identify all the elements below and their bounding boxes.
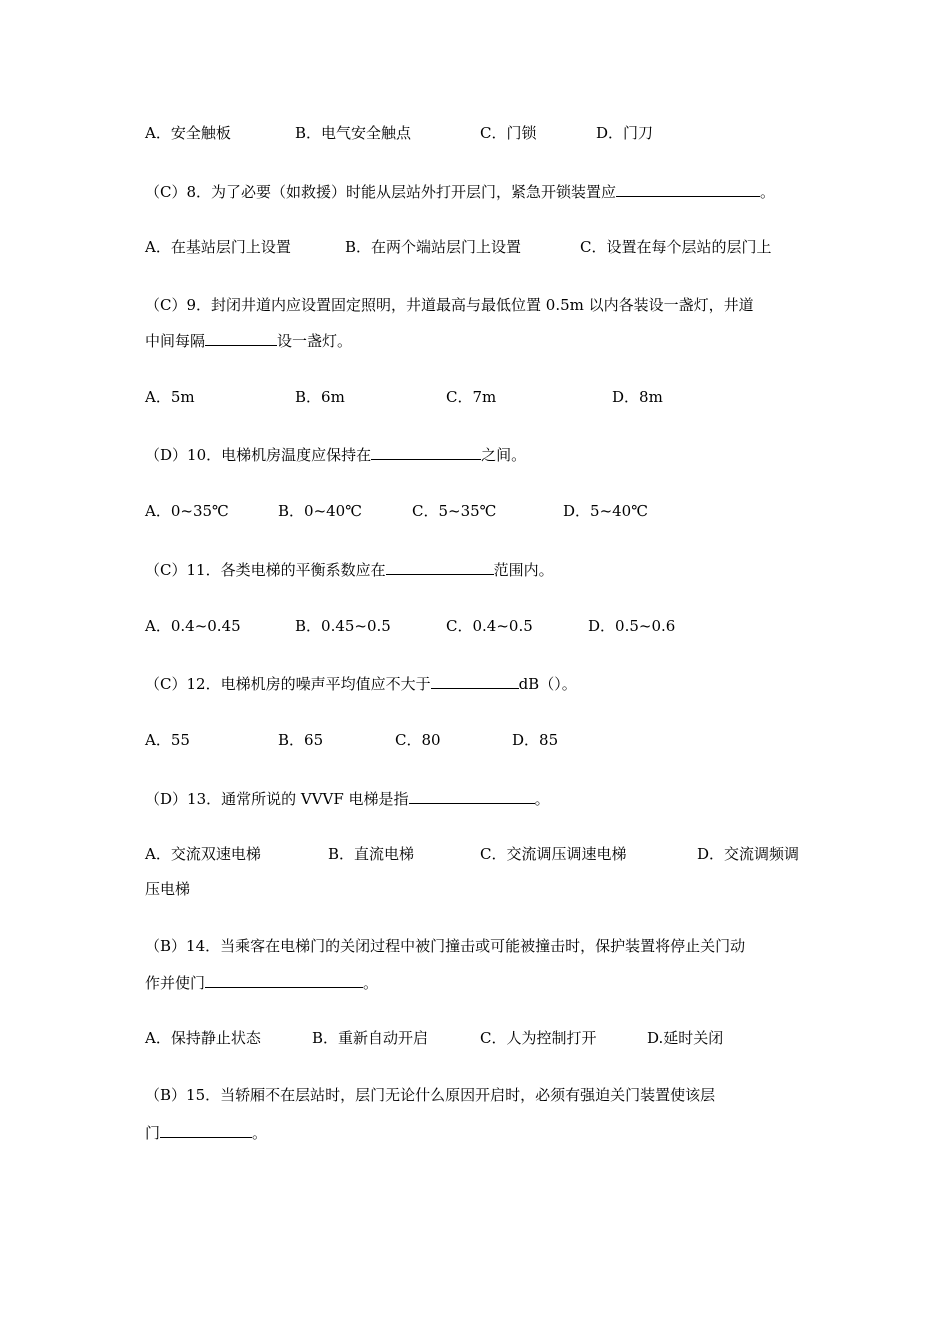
stem-text: （C）8．为了必要（如救援）时能从层站外打开层门，紧急开锁装置应 xyxy=(145,183,617,201)
option-a: A．55 xyxy=(145,731,190,749)
option-c: C．人为控制打开 xyxy=(480,1029,597,1047)
option-c: C．设置在每个层站的层门上 xyxy=(580,238,772,256)
stem-end: 设一盏灯。 xyxy=(277,332,353,350)
option-c: C．门锁 xyxy=(480,124,537,142)
stem-text: 中间每隔 xyxy=(145,332,206,350)
option-b: B．重新自动开启 xyxy=(312,1029,429,1047)
question-8-stem xyxy=(145,181,775,202)
option-a: A．交流双速电梯 xyxy=(145,845,261,863)
option-a: A．保持静止状态 xyxy=(145,1029,261,1047)
option-a: A．0~35℃ xyxy=(145,502,229,520)
option-c: C．80 xyxy=(395,731,441,749)
question-14-stem-line-1: （B）14．当乘客在电梯门的关闭过程中被门撞击或可能被撞击时，保护装置将停止关门动 xyxy=(145,937,746,955)
option-c: C．5~35℃ xyxy=(412,502,497,520)
question-14-stem-line-2 xyxy=(145,972,378,993)
option-d: D．0.5~0.6 xyxy=(588,617,676,635)
stem-end: 。 xyxy=(534,790,550,808)
option-d: D．交流调频调 xyxy=(697,845,800,863)
question-15-stem-line-2 xyxy=(145,1122,267,1143)
option-d: D．85 xyxy=(512,731,559,749)
option-a: A．安全触板 xyxy=(145,124,231,142)
option-a: A．在基站层门上设置 xyxy=(145,238,291,256)
option-b: B．0~40℃ xyxy=(278,502,363,520)
option-b: B．在两个端站层门上设置 xyxy=(345,238,522,256)
stem-text: （C）12．电梯机房的噪声平均值应不大于 xyxy=(145,675,431,693)
option-a: A．0.4~0.45 xyxy=(145,617,241,635)
option-b: B．6m xyxy=(295,388,345,406)
option-c: C．交流调压调速电梯 xyxy=(480,845,627,863)
stem-end: 。 xyxy=(363,974,379,992)
stem-end: 范围内。 xyxy=(493,561,554,579)
question-10-stem xyxy=(145,444,526,465)
question-13-stem xyxy=(145,788,550,809)
stem-end: dB（）。 xyxy=(518,675,577,693)
option-d: D.延时关闭 xyxy=(647,1029,724,1047)
question-9-stem-line-1: （C）9．封闭井道内应设置固定照明，井道最高与最低位置 0.5m 以内各装设一盏灯，井道 xyxy=(145,296,754,314)
answer-blank xyxy=(160,1122,252,1138)
option-d-continued: 压电梯 xyxy=(145,880,191,898)
option-d: D．门刀 xyxy=(596,124,654,142)
answer-blank xyxy=(386,559,494,575)
stem-end: 。 xyxy=(760,183,776,201)
option-c: C．0.4~0.5 xyxy=(446,617,533,635)
stem-text: 作并使门 xyxy=(145,974,206,992)
question-9-stem-line-2 xyxy=(145,330,352,351)
question-11-stem xyxy=(145,559,554,580)
answer-blank xyxy=(431,673,519,689)
stem-end: 。 xyxy=(252,1124,268,1142)
option-d: D．5~40℃ xyxy=(563,502,649,520)
option-d: D．8m xyxy=(612,388,663,406)
option-b: B．直流电梯 xyxy=(328,845,415,863)
question-15-stem-line-1: （B）15．当轿厢不在层站时，层门无论什么原因开启时，必须有强迫关门装置使该层 xyxy=(145,1086,716,1104)
stem-text: （C）11．各类电梯的平衡系数应在 xyxy=(145,561,386,579)
answer-blank xyxy=(371,444,481,460)
answer-blank xyxy=(616,181,760,197)
stem-text: 门 xyxy=(145,1124,161,1142)
stem-text: （D）13．通常所说的 VVVF 电梯是指 xyxy=(145,790,409,808)
stem-text: （D）10．电梯机房温度应保持在 xyxy=(145,446,372,464)
answer-blank xyxy=(205,330,277,346)
answer-blank xyxy=(409,788,535,804)
answer-blank xyxy=(205,972,363,988)
option-b: B．0.45~0.5 xyxy=(295,617,391,635)
option-b: B．65 xyxy=(278,731,324,749)
stem-end: 之间。 xyxy=(481,446,527,464)
option-c: C．7m xyxy=(446,388,497,406)
option-a: A．5m xyxy=(145,388,195,406)
question-12-stem xyxy=(145,673,577,694)
option-b: B．电气安全触点 xyxy=(295,124,412,142)
